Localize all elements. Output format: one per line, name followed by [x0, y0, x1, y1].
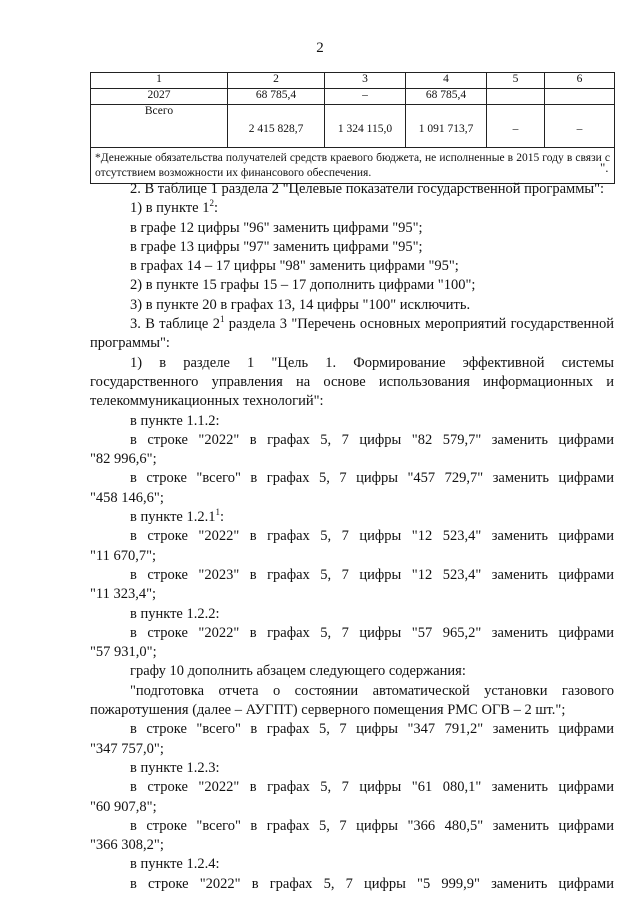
- superscript: 2: [209, 198, 214, 209]
- paragraph: в строке "всего" в графах 5, 7 цифры "457 729,7" заменить цифрами: [130, 470, 614, 487]
- paragraph: "11 323,4";: [90, 586, 157, 603]
- paragraph: "подготовка отчета о состоянии автоматической установки газового пожаротушения (далее – АУГПТ) серверного помещения РМС ОГВ – 2 шт.";: [90, 682, 614, 719]
- table-cell: [487, 89, 545, 105]
- paragraph: в пункте 1.2.4:: [130, 856, 220, 873]
- table-cell: 1 091 713,7: [406, 105, 487, 148]
- table-header-cell: 3: [325, 73, 406, 89]
- paragraph: [90, 508, 614, 527]
- paragraph-text: в пункте 1.2.1: [130, 509, 216, 526]
- table-header-cell: 5: [487, 73, 545, 89]
- paragraph: 1) в разделе 1 "Цель 1. Формирование эффективной системы государственного управления на основе использования информационных и телекоммуникационных технологий":: [90, 354, 614, 410]
- table-header-cell: 4: [406, 73, 487, 89]
- paragraph: графу 10 дополнить абзацем следующего содержания:: [130, 663, 466, 680]
- paragraph-text: :: [213, 200, 218, 217]
- paragraph: "347 757,0";: [90, 740, 164, 757]
- paragraph-text: раздела 3 "Перечень основных мероприятий государственной программы":: [90, 316, 614, 352]
- table-note-row: [91, 148, 615, 184]
- page-number: 2: [316, 40, 324, 56]
- paragraph: в графах 14 – 17 цифры "98" заменить цифрами "95";: [130, 258, 459, 275]
- paragraph: "60 907,8";: [90, 798, 157, 815]
- paragraph-text: :: [220, 509, 225, 526]
- paragraph: в строке "2022" в графах 5, 7 цифры "57 965,2" заменить цифрами: [130, 624, 614, 641]
- table-row: [91, 89, 615, 105]
- paragraph: в пункте 1.2.2:: [130, 605, 220, 622]
- table-cell: 1 324 115,0: [325, 105, 406, 148]
- paragraph: в строке "всего" в графах 5, 7 цифры "366 480,5" заменить цифрами: [130, 817, 614, 834]
- financing-table: [90, 72, 615, 184]
- paragraph: в строке "2022" в графах 5, 7 цифры "5 999,9" заменить цифрами: [130, 875, 614, 892]
- table-header-cell: 6: [545, 73, 615, 89]
- table-cell: 2027: [91, 89, 228, 105]
- paragraph: 2. В таблице 1 раздела 2 "Целевые показатели государственной программы":: [130, 181, 605, 197]
- superscript: 1: [215, 507, 220, 518]
- table-header-cell: 1: [91, 73, 228, 89]
- paragraph: "366 308,2";: [90, 837, 164, 854]
- paragraph: в пункте 1.1.2:: [130, 412, 220, 429]
- paragraph: в графе 13 цифры "97" заменить цифрами "95";: [130, 238, 423, 255]
- document-body: [90, 180, 614, 894]
- paragraph: 2) в пункте 15 графы 15 – 17 дополнить цифрами "100";: [130, 277, 476, 294]
- table-footnote: *Денежные обязательства получателей средств краевого бюджета, не исполненные в 2015 году в связи с отсутствием возможности их финансового обеспечения.: [91, 148, 615, 184]
- paragraph: в строке "2022" в графах 5, 7 цифры "82 579,7" заменить цифрами: [130, 431, 614, 448]
- paragraph: в строке "2023" в графах 5, 7 цифры "12 523,4" заменить цифрами: [130, 566, 614, 583]
- paragraph: "57 931,0";: [90, 644, 157, 661]
- paragraph: в строке "2022" в графах 5, 7 цифры "61 080,1" заменить цифрами: [130, 779, 614, 796]
- paragraph: "11 670,7";: [90, 547, 157, 564]
- table-header-row: [91, 73, 615, 89]
- table-cell: 2 415 828,7: [228, 105, 325, 148]
- closing-quote: ".: [600, 160, 609, 175]
- paragraph: "458 146,6";: [90, 489, 164, 506]
- table-cell: [545, 89, 615, 105]
- paragraph: в строке "всего" в графах 5, 7 цифры "347 791,2" заменить цифрами: [130, 721, 614, 738]
- paragraph: в пункте 1.2.3:: [130, 759, 220, 776]
- paragraph-text: 1) в пункте 1: [130, 200, 210, 217]
- table-cell: –: [487, 105, 545, 148]
- table-header-cell: 2: [228, 73, 325, 89]
- table-row-total: [91, 105, 615, 148]
- paragraph: [90, 315, 614, 354]
- table-cell: 68 785,4: [406, 89, 487, 105]
- paragraph: в строке "2022" в графах 5, 7 цифры "12 523,4" заменить цифрами: [130, 528, 614, 545]
- table-cell: 68 785,4: [228, 89, 325, 105]
- table-cell: –: [325, 89, 406, 105]
- paragraph: [90, 199, 614, 218]
- paragraph: "82 996,6";: [90, 451, 157, 468]
- paragraph-text: 3. В таблице 2: [130, 316, 220, 333]
- paragraph: в графе 12 цифры "96" заменить цифрами "95";: [130, 219, 423, 236]
- paragraph: 3) в пункте 20 в графах 13, 14 цифры "100" исключить.: [130, 296, 471, 313]
- table-cell: –: [545, 105, 615, 148]
- table-cell: Всего: [91, 105, 228, 148]
- superscript: 1: [219, 314, 225, 325]
